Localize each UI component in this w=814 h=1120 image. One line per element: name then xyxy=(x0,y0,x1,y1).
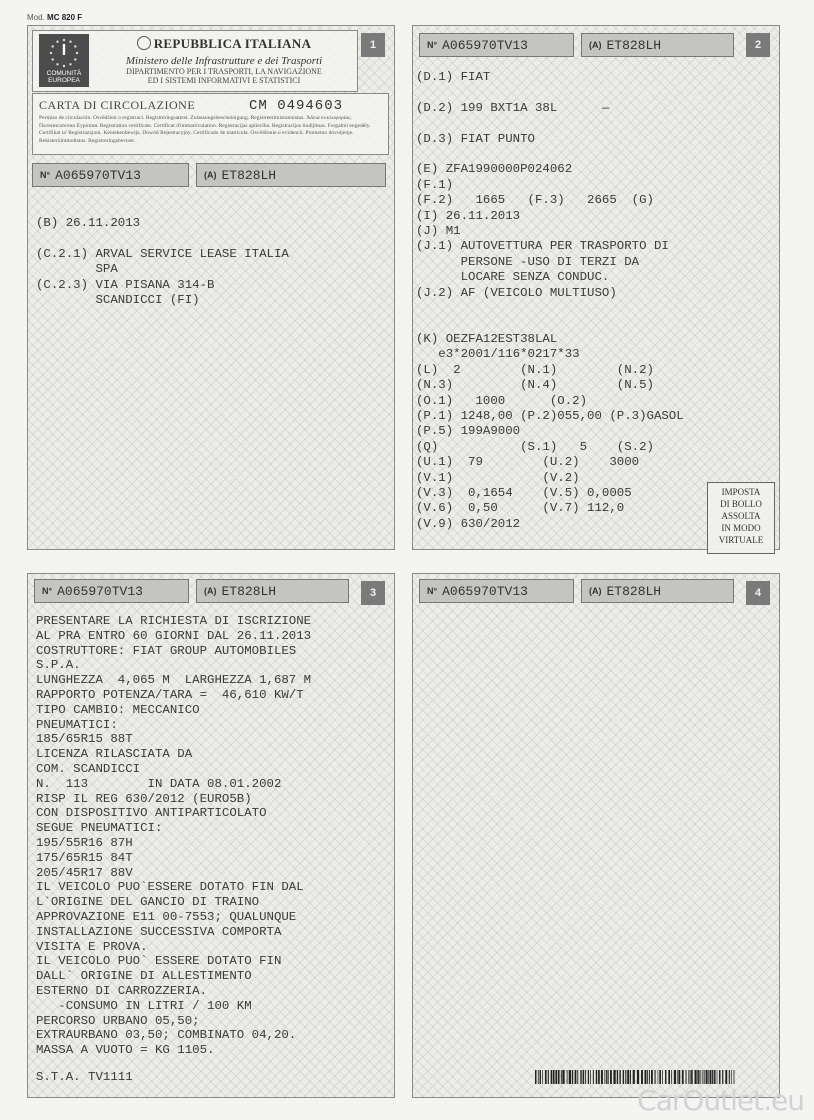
country-code: I xyxy=(61,42,67,59)
form-model-code: Mod. MC 820 F xyxy=(27,13,83,22)
certificate-title: CARTA DI CIRCOLAZIONE xyxy=(39,98,196,112)
republic-emblem-icon xyxy=(137,36,151,50)
document-number: A065970TV13 xyxy=(55,167,141,183)
certificate-title-box xyxy=(32,93,389,155)
plate-box xyxy=(196,579,349,603)
number-prefix: N° xyxy=(427,40,438,50)
republic-title: REPUBBLICA ITALIANA xyxy=(153,36,312,51)
page-1-panel xyxy=(27,25,395,550)
eu-label: COMUNITÀ EUROPEA xyxy=(46,70,82,84)
ministry-name: Ministero delle Infrastrutture e dei Trasporti xyxy=(125,55,323,67)
issuer-text xyxy=(97,36,351,85)
page-number: 1 xyxy=(361,33,385,57)
document-number: A065970TV13 xyxy=(442,37,528,53)
plate-prefix: (A) xyxy=(204,170,217,180)
plate-box xyxy=(581,579,734,603)
eu-flag-logo xyxy=(39,34,89,87)
certificate-translations: Permiso de circulación. Osvědčení o registraci. Registreringsattest. Zulassungsbescheinigung. Registreerimistunnistus. Άδεια κυκλοφορίας. Пътеписателно Еуропия. Registration certificate. Certificat d'immatriculation. Registracijas apliecība. Registracijos liudijimas. Forgalmi engedély. Certifikat ta' Registrazzjoni. Kentekenbewijs. Dowód Rejestracyjny. Certificado de matrícula. Osvědčenie o evidencii. Prometno dovoljenje. Rekisteröintitodistus. Registreringsbeviset. xyxy=(39,115,371,144)
number-prefix: N° xyxy=(40,170,51,180)
plate-number: ET828LH xyxy=(606,37,662,53)
certificate-number: CM 0494603 xyxy=(249,98,344,114)
annotations-text: PRESENTARE LA RICHIESTA DI ISCRIZIONE AL PRA ENTRO 60 GIORNI DAL 26.11.2013 COSTRUTTORE: FIAT GROUP AUTOMOBILES S.P.A. LUNGHEZZA 4,065 M LARGHEZZA 1,687 M RAPPORTO POTENZA/TARA = 46,610 KW/T TIPO CAMBIO: MECCANICO PNEUMATICI: 185/65R15 88T LICENZA RILASCIATA DA COM. SCANDICCI N. 113 IN DATA 08.01.2002 RISP IL REG 630/2012 (EURO5B) CON DISPOSITIVO ANTIPARTICOLATO SEGUE PNEUMATICI: 195/55R16 87H 175/65R15 84T 205/45R17 88V IL VEICOLO PUO`ESSERE DOTATO FIN DAL L`ORIGINE DEL GANCIO DI TRAINO APPROVAZIONE E11 00-7553; QUALUNQUE INSTALLAZIONE SUCCESSIVA COMPORTA VISITA E PROVA. IL VEICOLO PUO` ESSERE DOTATO FIN DALL` ORIGINE DI ALLESTIMENTO ESTERNO DI CARROZZERIA. -CONSUMO IN LITRI / 100 KM PERCORSO URBANO 05,50; EXTRAURBANO 03,50; COMBINATO 04,20. MASSA A VUOTO = KG 1105. xyxy=(36,614,312,1058)
number-prefix: N° xyxy=(42,586,53,596)
owner-details: (B) 26.11.2013 (C.2.1) ARVAL SERVICE LEASE ITALIA SPA (C.2.3) VIA PISANA 314-B SCANDICCI (FI) xyxy=(36,216,289,308)
document-number-box xyxy=(419,33,574,57)
plate-box xyxy=(581,33,734,57)
plate-number: ET828LH xyxy=(606,583,662,599)
document-number-box xyxy=(34,579,189,603)
page-3-panel xyxy=(27,573,395,1098)
issuer-header xyxy=(32,30,358,92)
page-number: 4 xyxy=(746,581,770,605)
office-code: S.T.A. TV1111 xyxy=(36,1070,133,1084)
document-number: A065970TV13 xyxy=(57,583,143,599)
plate-number: ET828LH xyxy=(221,167,277,183)
plate-prefix: (A) xyxy=(589,586,602,596)
page-number: 3 xyxy=(361,581,385,605)
department-name: DIPARTIMENTO PER I TRASPORTI, LA NAVIGAZIONE ED I SISTEMI INFORMATIVI E STATISTICI xyxy=(126,67,322,85)
plate-prefix: (A) xyxy=(204,586,217,596)
page-4-panel xyxy=(412,573,780,1098)
stamp-duty-box: IMPOSTA DI BOLLO ASSOLTA IN MODO VIRTUALE xyxy=(707,482,775,554)
plate-prefix: (A) xyxy=(589,40,602,50)
number-prefix: N° xyxy=(427,586,438,596)
page-number: 2 xyxy=(746,33,770,57)
watermark-logo: CarOutlet.eu xyxy=(637,1084,804,1117)
document-number-box xyxy=(32,163,189,187)
document-number-box xyxy=(419,579,574,603)
vehicle-details: (D.1) FIAT (D.2) 199 BXT1A 38L — (D.3) FIAT PUNTO (E) ZFA1990000P024062 (F.1) (F.2) 1665 (F.3) 2665 (G) (I) 26.11.2013 (J) M1 (J.1) AUTOVETTURA PER TRASPORTO DI PERSONE -USO DI TERZI DA LOCARE SENZA CONDUC. (J.2) AF (VEICOLO MULTIUSO) (K) OEZFA12EST38LAL e3*2001/116*0217*33 (L) 2 (N.1) (N.2) (N.3) (N.4) (N.5) (O.1) 1000 (O.2) (P.1) 1248,00 (P.2)055,00 (P.3)GASOL (P.5) 199A9000 (Q) (S.1) 5 (S.2) (U.1) 79 (U.2) 3000 (V.1) (V.2) (V.3) 0,1654 (V.5) 0,0005 (V.6) 0,50 (V.7) 112,0 (V.9) 630/2012 xyxy=(416,70,684,531)
document-number: A065970TV13 xyxy=(442,583,528,599)
plate-box xyxy=(196,163,386,187)
barcode-icon xyxy=(535,1070,735,1084)
plate-number: ET828LH xyxy=(221,583,277,599)
page-2-panel xyxy=(412,25,780,550)
